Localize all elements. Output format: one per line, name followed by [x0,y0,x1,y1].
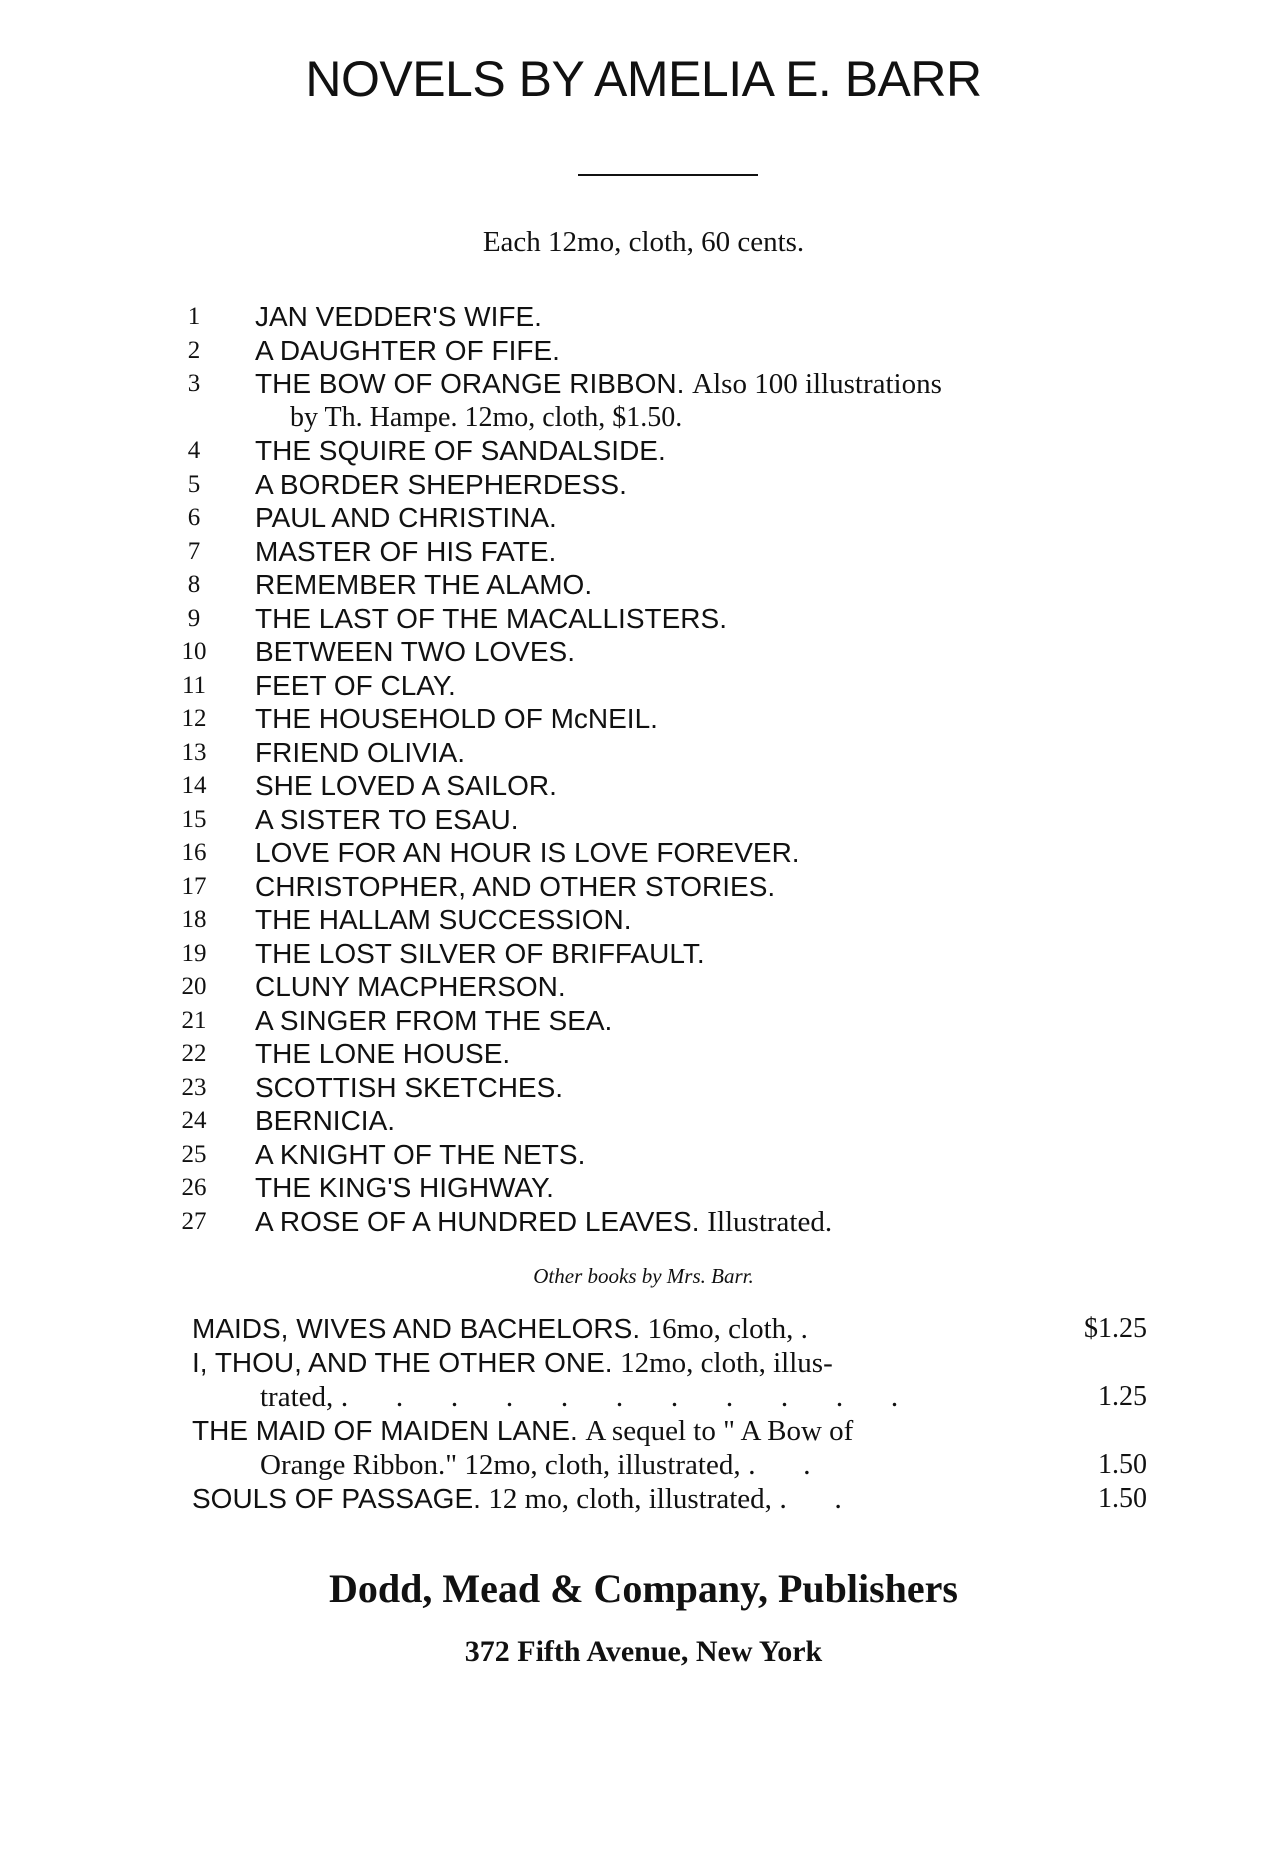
novel-title [255,1104,395,1138]
novel-title [255,736,465,770]
novel-title [255,903,632,937]
list-item [170,1104,1180,1138]
other-book-detail: 12 mo, cloth, illustrated, [488,1483,772,1515]
other-book-line [192,1312,1147,1346]
novel-number: 15 [181,805,207,833]
novel-title-text: A KNIGHT OF THE NETS. [255,1138,586,1170]
novel-title-text: MASTER OF HIS FATE. [255,535,557,567]
price-subtitle: Each 12mo, cloth, 60 cents. [482,226,805,258]
novel-title-text: CHRISTOPHER, AND OTHER STORIES. [255,870,776,902]
novel-title [255,535,556,569]
novel-number: 9 [187,604,201,632]
list-item [170,903,1180,937]
publisher-name: Dodd, Mead & Company, Publishers [329,1566,958,1611]
list-item [170,836,1180,870]
novel-title-text: THE HALLAM SUCCESSION. [255,904,632,935]
novel-number: 8 [187,571,201,598]
list-item [170,870,1180,904]
novel-number: 27 [181,1207,207,1235]
novel-note: Illustrated. [707,1205,833,1238]
novel-title-text: A BORDER SHEPHERDESS. [255,468,627,500]
novel-number: 10 [181,638,207,665]
list-item [170,1205,1180,1239]
novel-number: 21 [181,1006,207,1034]
other-book-title: I, THOU, AND THE OTHER ONE. [192,1347,613,1378]
other-book-price: 1.25 [1098,1381,1147,1412]
novel-note: Also 100 illustrations [692,368,942,400]
novel-title [255,300,542,334]
other-book-detail: A sequel to " A Bow of [585,1415,854,1447]
list-item [170,535,1180,569]
novel-title [255,635,575,669]
dot-leaders: . . . . . . . . . . . [340,1380,919,1413]
list-item [170,367,1180,401]
novel-title [255,970,566,1004]
novel-title-text: THE BOW OF ORANGE RIBBON. [255,368,685,399]
other-books-list [192,1312,1147,1516]
other-book-line [192,1414,1147,1448]
novel-number: 14 [181,772,207,799]
list-item [170,1004,1180,1038]
novel-title [255,803,519,837]
novel-title [255,568,592,602]
list-item [170,669,1180,703]
novel-title [255,602,727,636]
novel-number: 18 [181,906,207,933]
novel-title-text: THE SQUIRE OF SANDALSIDE. [255,435,666,466]
list-item [170,568,1180,602]
novel-continuation: by Th. Hampe. 12mo, cloth, $1.50. [290,401,683,433]
other-book-line [192,1346,1147,1380]
list-item [170,1138,1180,1172]
novel-title-text: THE LAST OF THE MACALLISTERS. [255,602,727,634]
publisher-address: 372 Fifth Avenue, New York [464,1635,823,1668]
novel-title-text: THE LOST SILVER OF BRIFFAULT. [255,937,705,969]
novel-number: 4 [187,437,201,464]
list-item [170,635,1180,669]
other-book-title: THE MAID OF MAIDEN LANE. [192,1415,578,1446]
novel-number: 20 [181,973,207,1000]
novel-number: 19 [181,939,207,967]
novel-number: 6 [187,504,201,531]
novel-title [255,1037,510,1071]
novel-title [255,1071,563,1105]
list-item [170,602,1180,636]
list-item [170,702,1180,736]
novel-title [255,1171,554,1205]
novel-title [255,937,705,971]
novel-title-text: A ROSE OF A HUNDRED LEAVES. [255,1205,700,1237]
dot-leaders: . . [748,1448,831,1481]
other-book-price: 1.50 [1098,1483,1147,1514]
other-book-title: MAIDS, WIVES AND BACHELORS. [192,1313,641,1344]
page-title: NOVELS BY AMELIA E. BARR [305,51,982,107]
other-book-title: SOULS OF PASSAGE. [192,1483,481,1514]
novel-number: 1 [187,303,201,330]
novel-title-text: A DAUGHTER OF FIFE. [255,334,560,366]
novel-number: 3 [187,370,201,397]
list-item [170,334,1180,368]
novel-number: 25 [181,1140,207,1168]
novel-title-text: BETWEEN TWO LOVES. [255,636,575,667]
other-book-price: $1.25 [1084,1313,1147,1344]
novel-title-text: THE HOUSEHOLD OF McNEIL. [255,703,658,734]
novel-title [255,836,800,870]
other-book-detail: 12mo, cloth, illus- [620,1347,833,1379]
novel-title [255,434,666,468]
novel-title-text: SCOTTISH SKETCHES. [255,1071,564,1103]
list-item [170,434,1180,468]
novel-title-text: BERNICIA. [255,1105,396,1136]
other-book-detail: 16mo, cloth, . [647,1313,808,1345]
novel-title-text: LOVE FOR AN HOUR IS LOVE FOREVER. [255,837,800,868]
novel-title [255,870,775,904]
novel-title [255,769,557,803]
other-book-detail: trated, [260,1381,334,1413]
novel-title [255,468,627,502]
novel-title-text: THE LONE HOUSE. [255,1038,511,1069]
novel-number: 11 [181,671,207,699]
list-item-continuation [170,401,1180,435]
novel-title-text: REMEMBER THE ALAMO. [255,569,593,600]
other-books-heading: Other books by Mrs. Barr. [533,1264,754,1288]
dot-leaders: . . [779,1482,862,1515]
novel-title-text: PAUL AND CHRISTINA. [255,502,557,533]
novel-number: 17 [181,872,207,900]
novel-title-text: A SINGER FROM THE SEA. [255,1004,613,1036]
other-book-detail: Orange Ribbon." 12mo, cloth, illustrated, [260,1449,741,1481]
novel-number: 23 [181,1073,207,1101]
other-book-price: 1.50 [1098,1449,1147,1480]
list-item [170,1071,1180,1105]
novel-number: 12 [181,705,207,732]
novel-title [255,1004,612,1038]
other-book-line [192,1448,1147,1482]
list-item [170,1037,1180,1071]
other-book-line [192,1380,1147,1414]
novel-title-text: FEET OF CLAY. [255,669,456,701]
novel-title [255,501,557,535]
novel-title [255,334,560,368]
novel-title-text: SHE LOVED A SAILOR. [255,770,557,801]
novel-title [255,702,658,736]
list-item [170,468,1180,502]
list-item [170,501,1180,535]
title-rule [578,174,758,176]
novel-title [255,1205,832,1240]
list-item [170,937,1180,971]
list-item [170,769,1180,803]
novel-number: 16 [181,839,207,866]
list-item [170,970,1180,1004]
novel-title-text: THE KING'S HIGHWAY. [255,1172,554,1203]
other-book-line [192,1482,1147,1516]
novel-number: 2 [187,336,201,364]
list-item [170,736,1180,770]
novel-number: 22 [181,1040,207,1067]
list-item [170,300,1180,334]
novel-title [255,669,456,703]
novel-title [255,367,942,402]
novel-title-text: A SISTER TO ESAU. [255,803,519,835]
list-item [170,803,1180,837]
list-item [170,1171,1180,1205]
novel-number: 13 [181,738,207,766]
novel-title [255,1138,585,1172]
novel-list [170,300,1180,1238]
novel-title-text: FRIEND OLIVIA. [255,736,466,768]
novel-number: 5 [187,470,201,498]
novel-title-text: CLUNY MACPHERSON. [255,971,566,1002]
novel-title-text: JAN VEDDER'S WIFE. [255,301,542,332]
novel-number: 24 [181,1107,207,1134]
novel-number: 7 [187,537,201,565]
novel-number: 26 [181,1174,207,1201]
